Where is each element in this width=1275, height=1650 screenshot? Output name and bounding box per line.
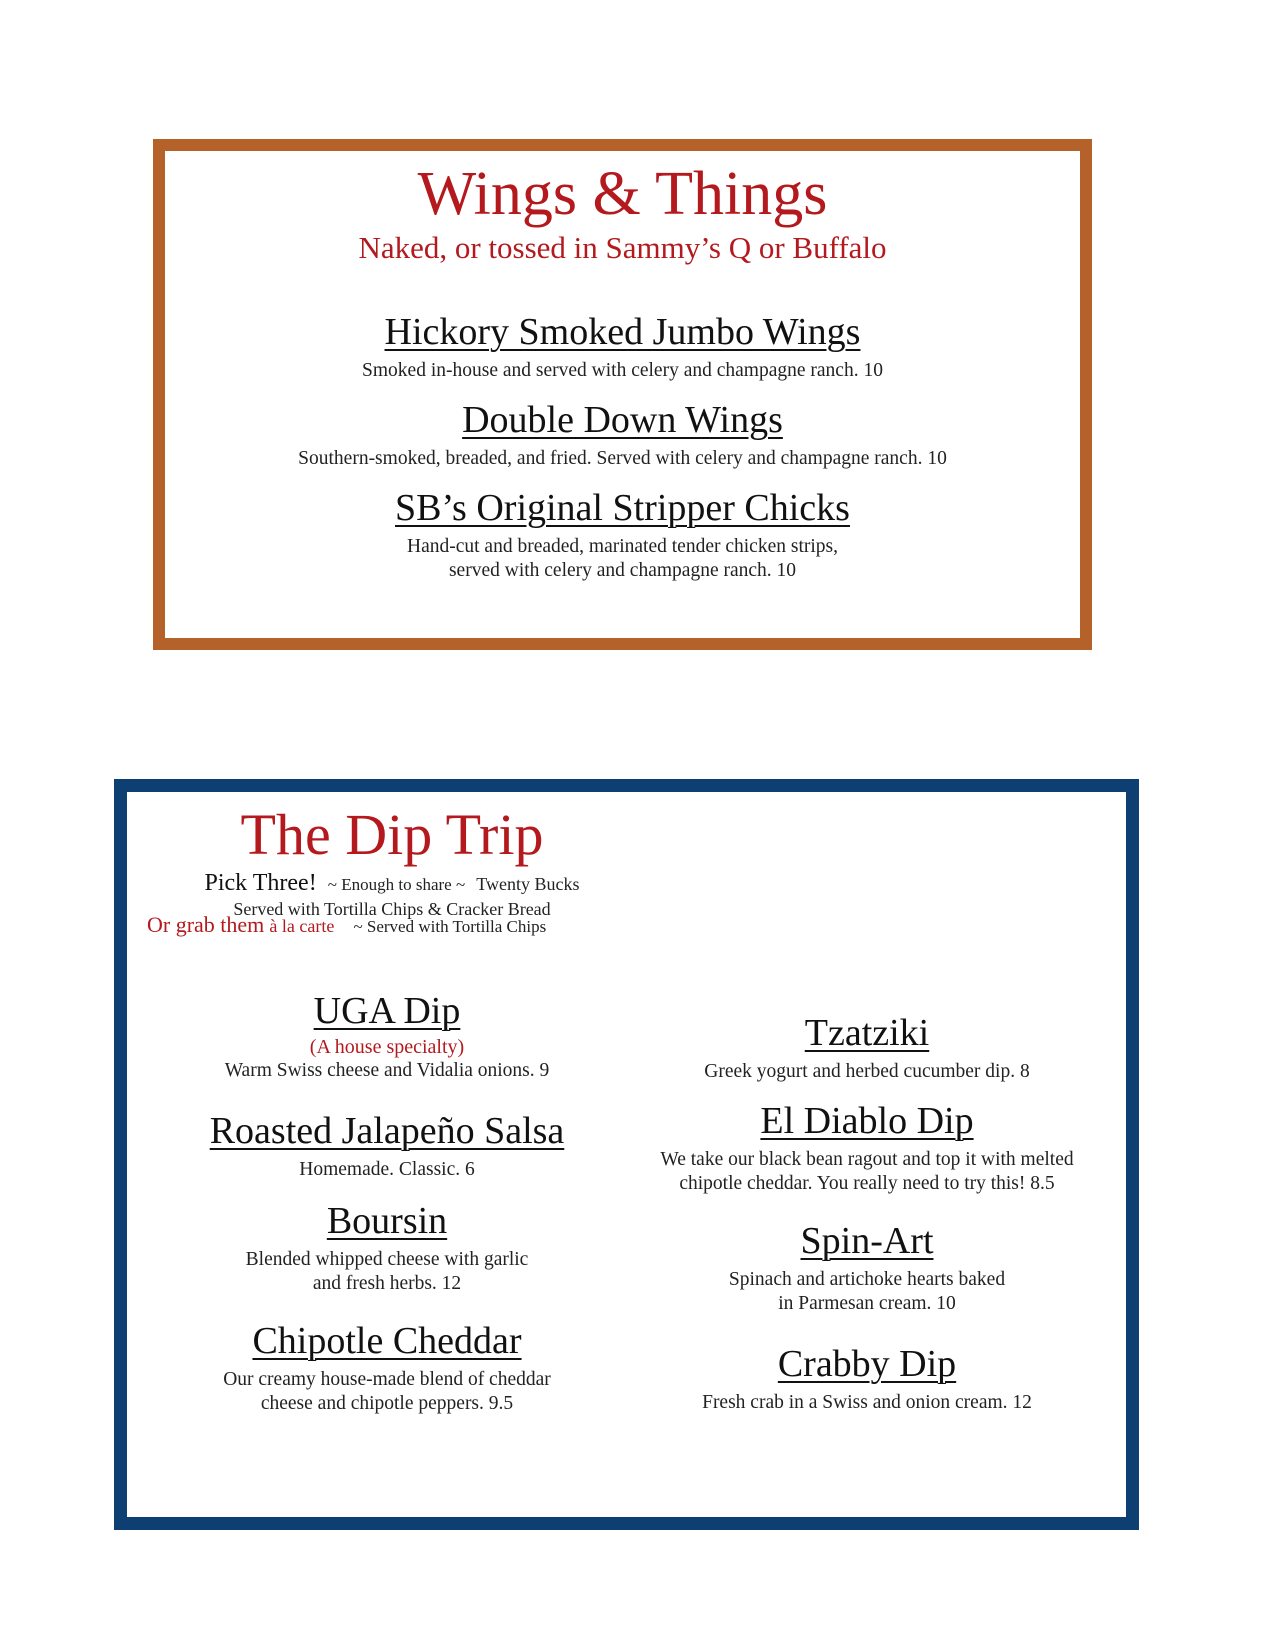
item-name: Boursin [326, 1200, 448, 1242]
menu-item [167, 1202, 607, 1297]
menu-item [167, 1112, 607, 1182]
dip-title: The Dip Trip [240, 802, 544, 867]
item-name: Crabby Dip [777, 1343, 957, 1385]
menu-item [627, 1102, 1107, 1197]
item-description-line: Greek yogurt and herbed cucumber dip. 8 [704, 1060, 1030, 1082]
a-la-carte-label: à la carte [269, 916, 335, 936]
item-description-line: Spinach and artichoke hearts baked [728, 1268, 1006, 1290]
item-name: UGA Dip [313, 990, 461, 1032]
item-description-line: chipotle cheddar. You really need to try this! 8.5 [679, 1173, 1055, 1195]
item-description-line: in Parmesan cream. 10 [778, 1293, 956, 1315]
wings-subtitle: Naked, or tossed in Sammy’s Q or Buffalo [358, 230, 887, 265]
item-name: El Diablo Dip [760, 1100, 974, 1142]
twenty-bucks-label: Twenty Bucks [476, 874, 580, 894]
or-grab-label: Or grab them [147, 912, 265, 937]
item-description-line: Our creamy house-made blend of cheddar [223, 1368, 551, 1390]
item-note: (A house specialty) [309, 1035, 465, 1058]
item-description: Smoked in-house and served with celery and champagne ranch. 10 [362, 359, 883, 381]
menu-item [165, 401, 1080, 471]
item-description-line: Fresh crab in a Swiss and onion cream. 12 [702, 1391, 1032, 1413]
item-description-line: We take our black bean ragout and top it with melted [660, 1148, 1074, 1170]
item-description: Southern-smoked, breaded, and fried. Served with celery and champagne ranch. 10 [298, 447, 947, 469]
item-name: Roasted Jalapeño Salsa [209, 1110, 565, 1152]
item-name: Hickory Smoked Jumbo Wings [384, 311, 861, 353]
dip-trip-panel [114, 779, 1139, 1530]
menu-item [627, 1222, 1107, 1317]
item-description-line: and fresh herbs. 12 [312, 1273, 462, 1295]
item-description-line: served with celery and champagne ranch. 10 [448, 560, 797, 582]
item-description-line: Blended whipped cheese with garlic [245, 1248, 529, 1270]
item-description-line: cheese and chipotle peppers. 9.5 [260, 1393, 514, 1415]
menu-item [167, 992, 607, 1083]
pick-three-line [157, 870, 627, 897]
pick-three-label: Pick Three! [204, 870, 317, 896]
menu-item [627, 1014, 1107, 1084]
item-name: Spin-Art [800, 1220, 934, 1262]
item-description-line: Warm Swiss cheese and Vidalia onions. 9 [224, 1059, 550, 1081]
dip-header [157, 802, 627, 920]
menu-item [627, 1345, 1107, 1415]
menu-item [165, 313, 1080, 383]
wings-title: Wings & Things [417, 160, 828, 228]
enough-to-share-label: ~ Enough to share ~ [327, 875, 466, 894]
menu-item [165, 489, 1080, 584]
menu-item [167, 1322, 607, 1417]
served-chips-label: ~ Served with Tortilla Chips [353, 917, 547, 936]
a-la-carte-line [147, 912, 546, 938]
item-description-line: Hand-cut and breaded, marinated tender chicken strips, [407, 535, 838, 557]
item-name: Tzatziki [804, 1012, 930, 1054]
wings-and-things-panel [153, 139, 1092, 650]
served-with-label: Served with Tortilla Chips & Cracker Bread [233, 899, 551, 919]
item-name: Double Down Wings [462, 399, 783, 441]
item-name: Chipotle Cheddar [252, 1320, 522, 1362]
item-name: SB’s Original Stripper Chicks [395, 487, 850, 529]
item-description-line: Homemade. Classic. 6 [299, 1158, 475, 1180]
